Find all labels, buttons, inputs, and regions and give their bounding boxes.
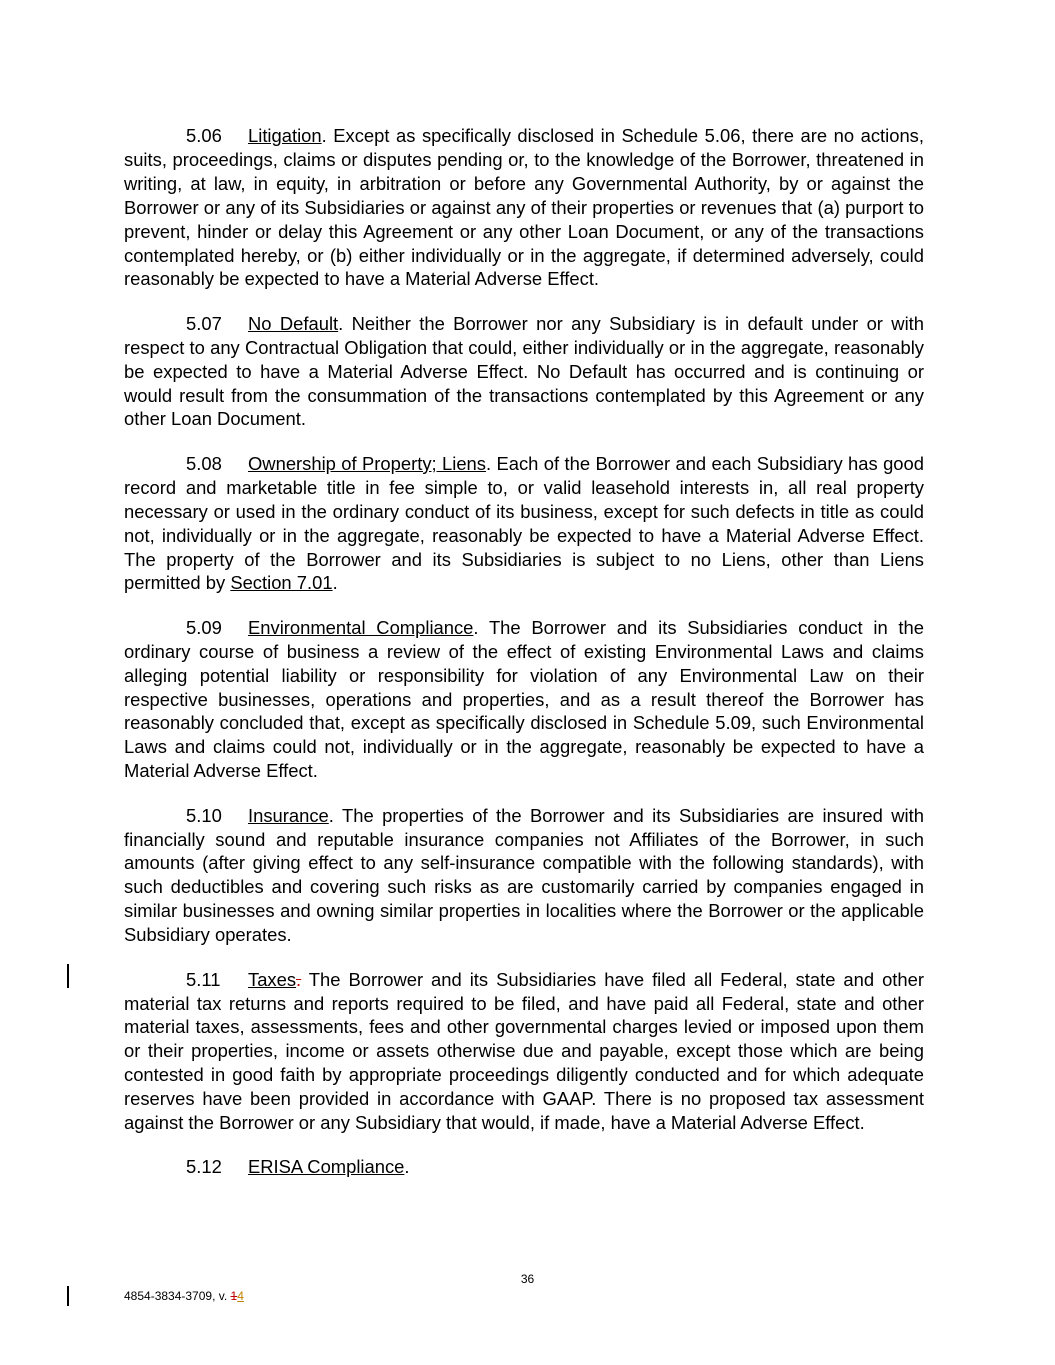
doc-id-prefix: 4854-3834-3709, v. — [124, 1289, 231, 1303]
version-inserted: 4 — [237, 1289, 244, 1303]
section-5-06 — [124, 124, 924, 291]
section-text-end: . — [332, 572, 338, 594]
section-number: 5.11 — [186, 968, 221, 990]
section-heading: Taxes — [248, 968, 297, 990]
section-number: 5.12 — [186, 1156, 222, 1178]
section-text: Each of the Borrower and each Subsidiary has good record and marketable title in fee simple to, or valid leasehold interests in, all real property necessary or used in the ordinary conduct of its business, except for such defects in title as could not, individually or in the aggregate, reasonably be expected to have a Material Adverse Effect. The property of the Borrower and its Subsidiaries is subject to no Liens, other than Liens permitted by — [124, 452, 924, 594]
section-number: 5.08 — [186, 452, 222, 474]
version-deleted: 1 — [230, 1289, 238, 1303]
section-number: 5.06 — [186, 125, 222, 146]
section-5-07 — [124, 312, 924, 432]
section-5-09 — [124, 616, 924, 783]
heading-period: . — [473, 616, 479, 638]
deleted-period-mark: . — [296, 968, 302, 990]
heading-period: . — [328, 804, 334, 826]
heading-period: . — [485, 452, 492, 474]
section-heading: ERISA Compliance — [248, 1156, 405, 1178]
section-heading: No Default — [248, 312, 339, 334]
page-number: 36 — [520, 1272, 535, 1286]
section-number: 5.10 — [186, 804, 222, 826]
section-5-11 — [124, 968, 924, 1135]
section-text: Neither the Borrower nor any Subsidiary is in default under or with respect to any Contractual Obligation that could, either individually or in the aggregate, reasonably be expected to have a Material Adverse Effect. No Default has occurred and is continuing or would result from the consummation of the transactions contemplated by this Agreement or any other Loan Document. — [124, 312, 924, 430]
heading-period: . — [338, 312, 344, 334]
section-5-10 — [124, 804, 924, 947]
section-5-08 — [124, 452, 924, 595]
section-number: 5.09 — [186, 616, 222, 638]
section-text: The Borrower and its Subsidiaries have filed all Federal, state and other material tax returns and reports required to be filed, and have paid all Federal, state and other material taxes, assessments, fees and other governmental charges levied or imposed upon them or their properties, income or assets otherwise due and payable, except those which are being contested in good faith by appropriate proceedings diligently conducted and for which adequate reserves have been provided in accordance with GAAP. There is no proposed tax assessment against the Borrower or any Subsidiary that would, if made, have a Material Adverse Effect. — [124, 968, 924, 1134]
change-bar — [67, 964, 69, 988]
section-heading: Ownership of Property; Liens — [248, 452, 486, 474]
section-text: The properties of the Borrower and its Subsidiaries are insured with financially sound and reputable insurance companies not Affiliates of the Borrower, in such amounts (after giving effect to any self-insurance compatible with the following standards), with such deductibles and covering such risks as are customarily carried by companies engaged in similar businesses and owning similar properties in localities where the Borrower or the applicable Subsidiary operates. — [124, 804, 924, 946]
change-bar — [67, 1286, 69, 1306]
document-id — [124, 1289, 244, 1303]
section-5-12 — [124, 1155, 924, 1179]
section-heading: Environmental Compliance — [248, 616, 474, 638]
document-body — [124, 124, 924, 1200]
section-number: 5.07 — [186, 312, 222, 334]
heading-period: . — [404, 1156, 410, 1178]
section-cross-reference-link[interactable]: Section 7.01 — [230, 572, 333, 594]
section-heading: Insurance — [248, 804, 329, 826]
section-text: Except as specifically disclosed in Schedule 5.06, there are no actions, suits, proceedings, claims or disputes pending or, to the knowledge of the Borrower, threatened in writing, at law, in equity, in arbitration or before any Governmental Authority, by or against the Borrower or any of its Subsidiaries or against any of their properties or revenues that (a) purport to prevent, hinder or delay this Agreement or any other Loan Document, or any of the transactions contemplated hereby, or (b) either individually or in the aggregate, if determined adversely, could reasonably be expected to have a Material Adverse Effect. — [124, 125, 924, 290]
heading-period: . — [321, 125, 327, 146]
section-heading: Litigation — [248, 125, 322, 146]
section-text: The Borrower and its Subsidiaries conduct in the ordinary course of business a review of the effect of existing Environmental Laws and claims alleging potential liability or responsibility for violation of any Environmental Law on their respective businesses, operations and properties, and as a result thereof the Borrower has reasonably concluded that, except as specifically disclosed in Schedule 5.09, such Environmental Laws and claims could not, individually or in the aggregate, reasonably be expected to have a Material Adverse Effect. — [124, 616, 924, 782]
